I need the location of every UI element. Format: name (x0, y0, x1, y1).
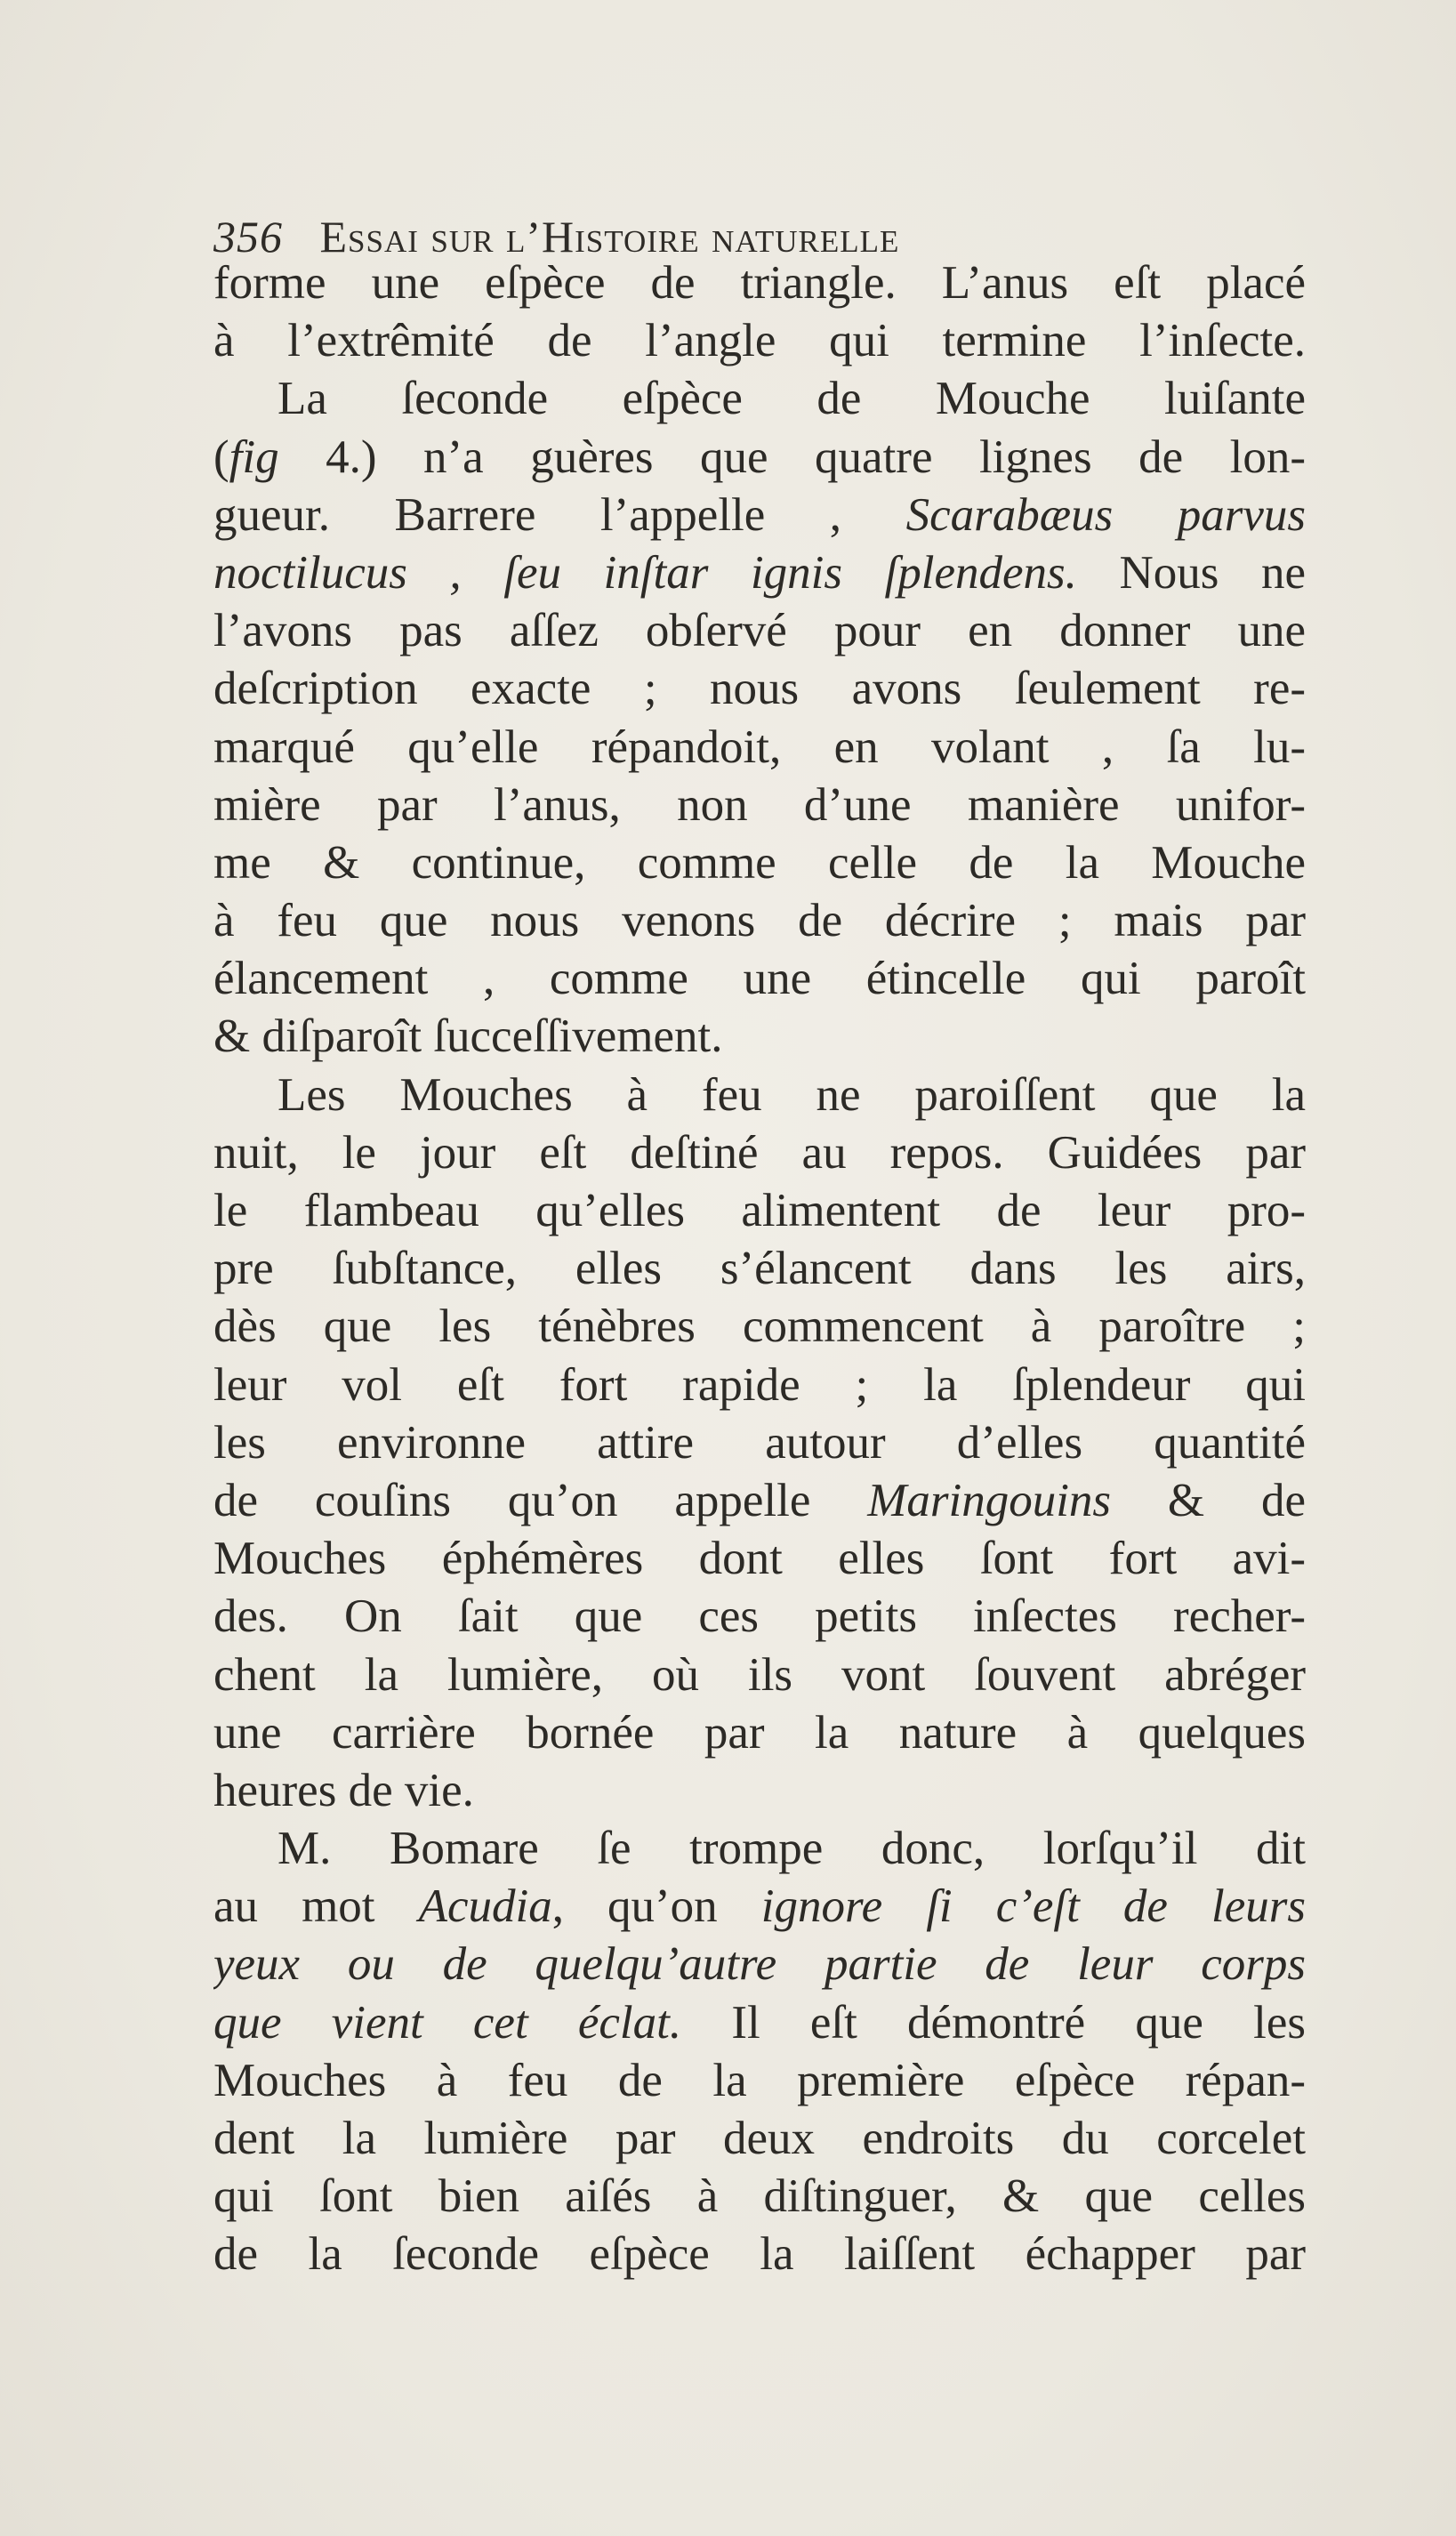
running-title: Essai sur l’Histoire naturelle (319, 212, 900, 262)
text-segment: 4.) n’a guères que quatre lignes de lon- (278, 431, 1306, 483)
text-line (213, 1878, 1306, 1936)
text-line (213, 834, 1306, 892)
text-segment: à l’extrêmité de l’angle qui termine l’inſecte. (213, 315, 1306, 367)
text-segment: leur vol eſt fort rapide ; la ſplendeur qui (213, 1358, 1306, 1411)
text-segment: l’avons pas aſſez obſervé pour en donner une (213, 605, 1306, 657)
italic-text: yeux ou de quelqu’autre partie de leur corps (213, 1938, 1306, 1991)
text-line (213, 1008, 1306, 1066)
italic-text: Scarabæus parvus (905, 488, 1306, 541)
body-text (213, 254, 1306, 2284)
italic-text: ignore ſi c’eſt de leurs (760, 1880, 1306, 1933)
text-line (213, 719, 1306, 777)
text-line (213, 777, 1306, 834)
text-line (213, 370, 1306, 428)
text-line (213, 1530, 1306, 1588)
text-line (213, 1298, 1306, 1356)
text-segment: nuit, le jour eſt deſtiné au repos. Guidées par (213, 1126, 1306, 1179)
text-line (213, 1646, 1306, 1704)
text-segment: Il eſt démontré que les (681, 1996, 1306, 2049)
text-line (213, 544, 1306, 602)
text-segment: élancement , comme une étincelle qui paroît (213, 953, 1306, 1005)
text-segment: & diſparoît ſucceſſivement. (213, 1010, 723, 1063)
text-segment: une carrière bornée par la nature à quelques (213, 1706, 1306, 1759)
text-line (213, 1182, 1306, 1240)
italic-text: Maringouins (867, 1474, 1112, 1526)
text-segment: ( (213, 431, 229, 483)
text-segment: de la ſeconde eſpèce la laiſſent échapper par (213, 2228, 1306, 2281)
text-line (213, 2168, 1306, 2226)
text-line (213, 1936, 1306, 1993)
text-segment: marqué qu’elle répandoit, en volant , ſa lu- (213, 721, 1306, 773)
text-line (213, 2052, 1306, 2110)
italic-text: noctilucus , ſeu inſtar ignis ſplendens. (213, 546, 1077, 599)
text-segment: , qu’on (551, 1880, 761, 1933)
text-segment: M. Bomare ſe trompe donc, lorſqu’il dit (278, 1823, 1306, 1875)
text-line (213, 1067, 1306, 1124)
text-segment: les environne attire autour d’elles quantité (213, 1416, 1306, 1469)
italic-text: fig (229, 431, 279, 483)
text-segment: dès que les ténèbres commencent à paroître ; (213, 1300, 1306, 1353)
text-line (213, 1124, 1306, 1182)
text-segment: heures de vie. (213, 1764, 474, 1816)
text-line (213, 892, 1306, 950)
text-line (213, 1357, 1306, 1414)
text-line (213, 602, 1306, 660)
text-line (213, 1588, 1306, 1646)
text-line (213, 1820, 1306, 1878)
text-segment: Mouches éphémères dont elles ſont fort avi- (213, 1533, 1306, 1585)
text-segment: qui ſont bien aiſés à diſtinguer, & que celles (213, 2170, 1306, 2223)
text-line (213, 254, 1306, 312)
text-segment: deſcription exacte ; nous avons ſeulement re- (213, 663, 1306, 715)
text-line (213, 429, 1306, 487)
text-line (213, 1414, 1306, 1472)
text-segment: Mouches à feu de la première eſpèce répan- (213, 2054, 1306, 2106)
text-line (213, 2226, 1306, 2283)
italic-text: Acudia (418, 1880, 552, 1933)
text-segment: au mot (213, 1880, 419, 1933)
text-segment: de couſins qu’on appelle (213, 1474, 868, 1526)
text-segment: le flambeau qu’elles alimentent de leur pro- (213, 1185, 1306, 1236)
text-line (213, 1762, 1306, 1820)
text-segment: pre ſubſtance, elles s’élancent dans les airs, (213, 1243, 1306, 1295)
text-segment: gueur. Barrere l’appelle , (213, 488, 906, 541)
text-line (213, 1472, 1306, 1530)
text-segment: & de (1111, 1474, 1306, 1526)
text-segment: à feu que nous venons de décrire ; mais par (213, 895, 1306, 947)
text-segment: Les Mouches à feu ne paroiſſent que la (278, 1068, 1306, 1121)
text-line (213, 487, 1306, 544)
text-line (213, 2110, 1306, 2168)
text-segment: chent la lumière, où ils vont ſouvent abréger (213, 1648, 1306, 1701)
text-segment: Nous ne (1076, 546, 1306, 599)
page-number: 356 (213, 212, 283, 262)
text-segment: La ſeconde eſpèce de Mouche luiſante (278, 373, 1306, 425)
italic-text: que vient cet éclat. (213, 1996, 682, 2049)
text-line (213, 660, 1306, 718)
text-segment: dent la lumière par deux endroits du corcelet (213, 2113, 1306, 2164)
text-segment: me & continue, comme celle de la Mouche (213, 836, 1306, 889)
text-line (213, 950, 1306, 1008)
text-segment: mière par l’anus, non d’une manière unifor- (213, 778, 1306, 831)
text-segment: des. On ſait que ces petits inſectes recher- (213, 1590, 1306, 1643)
text-line (213, 312, 1306, 370)
text-line (213, 1994, 1306, 2052)
text-segment: forme une eſpèce de triangle. L’anus eſt placé (213, 257, 1306, 309)
text-line (213, 1240, 1306, 1298)
text-line (213, 1704, 1306, 1762)
